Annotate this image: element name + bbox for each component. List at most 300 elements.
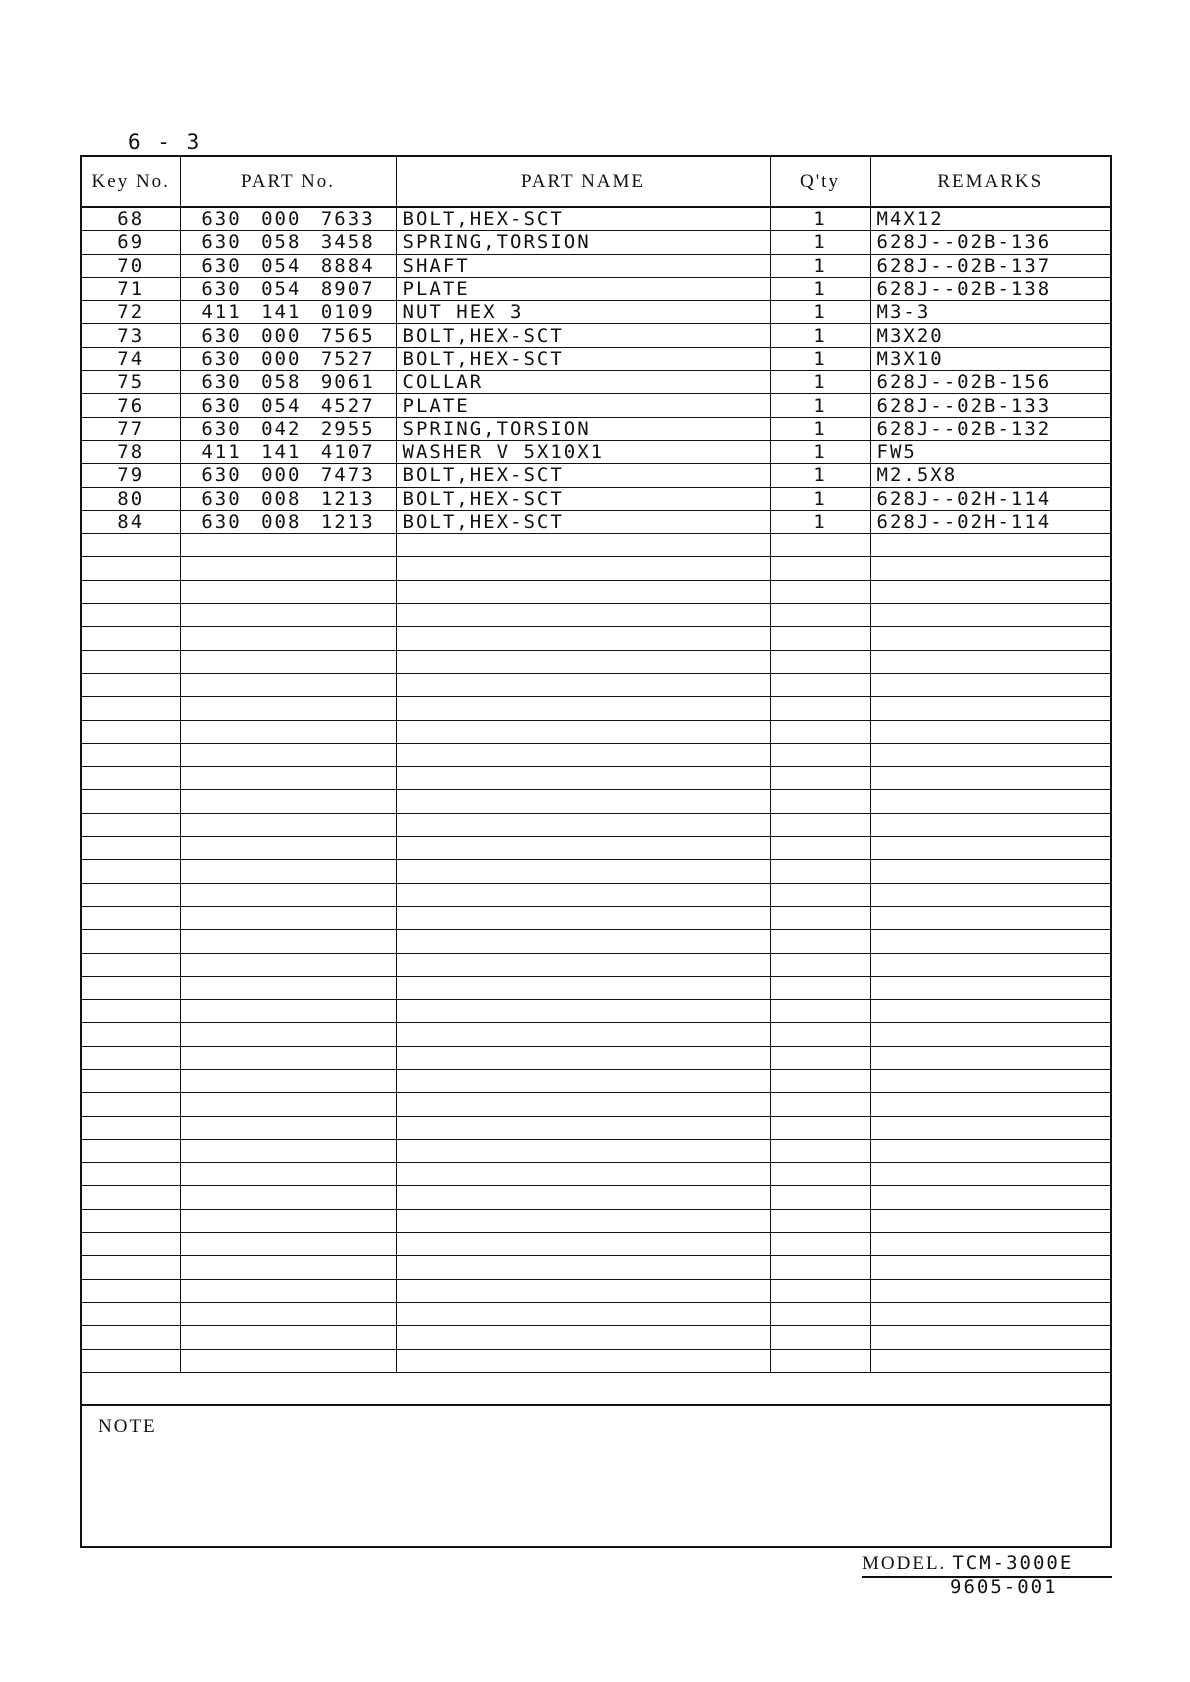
- cell-remarks: M3X20: [870, 324, 1110, 347]
- cell-part-name: [396, 1233, 770, 1256]
- blank-row: [82, 1349, 1110, 1372]
- cell-key-no: [82, 673, 180, 696]
- cell-remarks: [870, 743, 1110, 766]
- cell-part-no: [180, 1139, 396, 1162]
- cell-part-no: [180, 1046, 396, 1069]
- cell-part-no: [180, 743, 396, 766]
- cell-remarks: [870, 837, 1110, 860]
- cell-part-name: [396, 860, 770, 883]
- cell-part-no: 411 141 0109: [180, 301, 396, 324]
- blank-row: [82, 837, 1110, 860]
- cell-part-name: PLATE: [396, 277, 770, 300]
- blank-row: [82, 627, 1110, 650]
- cell-remarks: [870, 1302, 1110, 1325]
- cell-part-no: [180, 1349, 396, 1372]
- cell-qty: 1: [770, 301, 870, 324]
- cell-part-no: [180, 673, 396, 696]
- cell-part-name: BOLT,HEX-SCT: [396, 207, 770, 231]
- cell-qty: 1: [770, 487, 870, 510]
- blank-row: [82, 1069, 1110, 1092]
- cell-part-name: [396, 837, 770, 860]
- blank-row: [82, 580, 1110, 603]
- cell-qty: [770, 1000, 870, 1023]
- cell-part-no: 630 000 7565: [180, 324, 396, 347]
- cell-part-name: COLLAR: [396, 371, 770, 394]
- cell-remarks: 628J--02B-156: [870, 371, 1110, 394]
- cell-qty: [770, 930, 870, 953]
- table-row: [82, 371, 1110, 394]
- blank-row: [82, 1256, 1110, 1279]
- note-box: [82, 1404, 1110, 1546]
- blank-row: [82, 604, 1110, 627]
- cell-key-no: [82, 650, 180, 673]
- cell-remarks: 628J--02B-133: [870, 394, 1110, 417]
- cell-remarks: [870, 976, 1110, 999]
- cell-part-no: 630 000 7633: [180, 207, 396, 231]
- cell-part-name: [396, 1139, 770, 1162]
- table-row: [82, 277, 1110, 300]
- blank-row: [82, 1116, 1110, 1139]
- blank-row: [82, 813, 1110, 836]
- cell-key-no: [82, 1279, 180, 1302]
- cell-part-name: [396, 1023, 770, 1046]
- cell-part-no: [180, 767, 396, 790]
- parts-table-body: [82, 207, 1110, 1372]
- cell-key-no: 69: [82, 231, 180, 254]
- cell-part-no: [180, 976, 396, 999]
- cell-part-no: [180, 580, 396, 603]
- cell-part-name: [396, 953, 770, 976]
- cell-qty: [770, 1186, 870, 1209]
- cell-remarks: [870, 1209, 1110, 1232]
- cell-key-no: 77: [82, 417, 180, 440]
- cell-key-no: [82, 906, 180, 929]
- cell-key-no: 76: [82, 394, 180, 417]
- cell-part-name: [396, 1279, 770, 1302]
- cell-part-no: [180, 1069, 396, 1092]
- cell-remarks: 628J--02B-136: [870, 231, 1110, 254]
- cell-key-no: 68: [82, 207, 180, 231]
- cell-part-no: 630 054 8884: [180, 254, 396, 277]
- cell-remarks: 628J--02B-138: [870, 277, 1110, 300]
- blank-row: [82, 650, 1110, 673]
- cell-qty: [770, 883, 870, 906]
- cell-key-no: [82, 1209, 180, 1232]
- cell-part-name: WASHER V 5X10X1: [396, 440, 770, 463]
- cell-qty: [770, 1116, 870, 1139]
- blank-row: [82, 930, 1110, 953]
- table-row: [82, 324, 1110, 347]
- table-row: [82, 464, 1110, 487]
- cell-part-no: [180, 697, 396, 720]
- cell-key-no: 84: [82, 510, 180, 533]
- cell-key-no: [82, 1000, 180, 1023]
- cell-remarks: 628J--02B-137: [870, 254, 1110, 277]
- cell-remarks: [870, 557, 1110, 580]
- cell-part-no: [180, 557, 396, 580]
- blank-row: [82, 1279, 1110, 1302]
- cell-key-no: [82, 1116, 180, 1139]
- cell-qty: [770, 580, 870, 603]
- blank-row: [82, 860, 1110, 883]
- cell-qty: [770, 604, 870, 627]
- table-row: [82, 417, 1110, 440]
- cell-key-no: [82, 1186, 180, 1209]
- cell-qty: [770, 1279, 870, 1302]
- cell-part-name: [396, 1163, 770, 1186]
- cell-qty: [770, 1069, 870, 1092]
- cell-key-no: [82, 580, 180, 603]
- cell-part-name: SPRING,TORSION: [396, 231, 770, 254]
- blank-row: [82, 673, 1110, 696]
- cell-part-name: BOLT,HEX-SCT: [396, 347, 770, 370]
- cell-part-name: [396, 650, 770, 673]
- cell-part-no: 630 058 9061: [180, 371, 396, 394]
- cell-key-no: [82, 1326, 180, 1349]
- cell-remarks: [870, 627, 1110, 650]
- cell-part-name: [396, 790, 770, 813]
- cell-remarks: [870, 1116, 1110, 1139]
- cell-part-name: [396, 976, 770, 999]
- cell-part-name: [396, 627, 770, 650]
- cell-key-no: [82, 860, 180, 883]
- header-qty: Q'ty: [770, 157, 870, 207]
- cell-qty: 1: [770, 347, 870, 370]
- cell-part-no: [180, 790, 396, 813]
- blank-row: [82, 1093, 1110, 1116]
- cell-qty: 1: [770, 324, 870, 347]
- blank-row: [82, 1233, 1110, 1256]
- cell-part-name: [396, 930, 770, 953]
- cell-qty: 1: [770, 417, 870, 440]
- cell-key-no: [82, 1046, 180, 1069]
- cell-remarks: [870, 1279, 1110, 1302]
- cell-key-no: [82, 767, 180, 790]
- cell-remarks: [870, 953, 1110, 976]
- cell-remarks: 628J--02B-132: [870, 417, 1110, 440]
- cell-remarks: [870, 1233, 1110, 1256]
- cell-qty: 1: [770, 231, 870, 254]
- cell-part-name: [396, 557, 770, 580]
- cell-key-no: [82, 790, 180, 813]
- cell-remarks: [870, 1093, 1110, 1116]
- cell-part-no: 411 141 4107: [180, 440, 396, 463]
- cell-key-no: 71: [82, 277, 180, 300]
- cell-part-name: BOLT,HEX-SCT: [396, 324, 770, 347]
- cell-part-no: [180, 860, 396, 883]
- cell-part-name: [396, 697, 770, 720]
- blank-row: [82, 767, 1110, 790]
- cell-key-no: [82, 953, 180, 976]
- cell-part-no: [180, 883, 396, 906]
- blank-row: [82, 743, 1110, 766]
- cell-qty: [770, 1139, 870, 1162]
- cell-remarks: [870, 1000, 1110, 1023]
- cell-part-name: [396, 1116, 770, 1139]
- cell-remarks: M2.5X8: [870, 464, 1110, 487]
- section-number: 6 - 3: [128, 130, 202, 154]
- cell-part-no: [180, 1279, 396, 1302]
- document-code: 9605-001: [950, 1576, 1058, 1598]
- cell-part-no: [180, 534, 396, 557]
- cell-part-name: NUT HEX 3: [396, 301, 770, 324]
- cell-part-name: [396, 906, 770, 929]
- cell-qty: [770, 1209, 870, 1232]
- cell-part-no: [180, 1326, 396, 1349]
- table-header-row: [82, 157, 1110, 207]
- cell-qty: [770, 860, 870, 883]
- cell-part-name: [396, 673, 770, 696]
- table-row: [82, 254, 1110, 277]
- cell-key-no: [82, 1023, 180, 1046]
- cell-part-name: [396, 720, 770, 743]
- cell-part-no: [180, 930, 396, 953]
- cell-qty: [770, 790, 870, 813]
- cell-remarks: [870, 1326, 1110, 1349]
- blank-row: [82, 534, 1110, 557]
- cell-qty: [770, 557, 870, 580]
- cell-qty: [770, 953, 870, 976]
- blank-row: [82, 1163, 1110, 1186]
- cell-part-name: PLATE: [396, 394, 770, 417]
- cell-part-no: [180, 1093, 396, 1116]
- cell-part-name: [396, 1302, 770, 1325]
- cell-part-no: 630 042 2955: [180, 417, 396, 440]
- blank-row: [82, 1023, 1110, 1046]
- blank-row: [82, 953, 1110, 976]
- cell-part-name: SPRING,TORSION: [396, 417, 770, 440]
- cell-key-no: [82, 743, 180, 766]
- cell-part-no: [180, 720, 396, 743]
- cell-key-no: [82, 976, 180, 999]
- cell-remarks: [870, 534, 1110, 557]
- cell-key-no: [82, 1349, 180, 1372]
- cell-key-no: 75: [82, 371, 180, 394]
- cell-key-no: 78: [82, 440, 180, 463]
- cell-part-no: [180, 953, 396, 976]
- cell-key-no: 73: [82, 324, 180, 347]
- cell-key-no: [82, 813, 180, 836]
- cell-part-no: [180, 1116, 396, 1139]
- blank-row: [82, 976, 1110, 999]
- cell-part-name: [396, 1093, 770, 1116]
- blank-row: [82, 906, 1110, 929]
- cell-qty: [770, 813, 870, 836]
- cell-part-no: 630 008 1213: [180, 487, 396, 510]
- cell-part-no: [180, 1233, 396, 1256]
- cell-part-name: [396, 1256, 770, 1279]
- cell-part-no: [180, 1256, 396, 1279]
- cell-key-no: [82, 720, 180, 743]
- blank-row: [82, 790, 1110, 813]
- header-part-no: PART No.: [180, 157, 396, 207]
- cell-qty: 1: [770, 394, 870, 417]
- cell-key-no: [82, 837, 180, 860]
- cell-remarks: [870, 604, 1110, 627]
- table-row: [82, 394, 1110, 417]
- cell-key-no: [82, 627, 180, 650]
- cell-key-no: 70: [82, 254, 180, 277]
- table-row: [82, 510, 1110, 533]
- cell-qty: [770, 1163, 870, 1186]
- cell-qty: [770, 1302, 870, 1325]
- cell-remarks: [870, 860, 1110, 883]
- cell-qty: [770, 1023, 870, 1046]
- cell-part-name: BOLT,HEX-SCT: [396, 487, 770, 510]
- cell-remarks: [870, 1139, 1110, 1162]
- cell-part-name: [396, 1349, 770, 1372]
- cell-part-no: 630 054 8907: [180, 277, 396, 300]
- cell-qty: [770, 720, 870, 743]
- model-line: [862, 1548, 1112, 1578]
- cell-qty: [770, 1233, 870, 1256]
- cell-key-no: [82, 883, 180, 906]
- cell-key-no: [82, 557, 180, 580]
- cell-remarks: [870, 697, 1110, 720]
- cell-key-no: 80: [82, 487, 180, 510]
- cell-part-name: [396, 1186, 770, 1209]
- cell-qty: [770, 906, 870, 929]
- cell-remarks: [870, 906, 1110, 929]
- cell-part-no: 630 008 1213: [180, 510, 396, 533]
- cell-key-no: [82, 604, 180, 627]
- blank-row: [82, 720, 1110, 743]
- cell-key-no: [82, 534, 180, 557]
- cell-part-name: BOLT,HEX-SCT: [396, 510, 770, 533]
- cell-key-no: [82, 1163, 180, 1186]
- cell-remarks: [870, 930, 1110, 953]
- parts-table: [82, 157, 1110, 1373]
- cell-qty: [770, 650, 870, 673]
- cell-remarks: FW5: [870, 440, 1110, 463]
- cell-remarks: [870, 1069, 1110, 1092]
- blank-row: [82, 1302, 1110, 1325]
- cell-qty: [770, 1046, 870, 1069]
- cell-part-no: [180, 906, 396, 929]
- cell-qty: [770, 534, 870, 557]
- cell-qty: [770, 697, 870, 720]
- cell-part-name: [396, 767, 770, 790]
- cell-key-no: [82, 1256, 180, 1279]
- cell-part-no: [180, 1302, 396, 1325]
- cell-key-no: [82, 1233, 180, 1256]
- cell-remarks: [870, 1163, 1110, 1186]
- parts-list-sheet: [80, 155, 1112, 1548]
- cell-part-no: [180, 813, 396, 836]
- cell-qty: [770, 767, 870, 790]
- cell-remarks: M3X10: [870, 347, 1110, 370]
- cell-part-name: [396, 743, 770, 766]
- blank-row: [82, 1186, 1110, 1209]
- cell-key-no: 79: [82, 464, 180, 487]
- cell-part-no: 630 054 4527: [180, 394, 396, 417]
- cell-remarks: [870, 673, 1110, 696]
- cell-remarks: [870, 580, 1110, 603]
- cell-part-name: [396, 604, 770, 627]
- cell-qty: [770, 1256, 870, 1279]
- cell-part-name: SHAFT: [396, 254, 770, 277]
- table-row: [82, 231, 1110, 254]
- cell-part-name: BOLT,HEX-SCT: [396, 464, 770, 487]
- cell-part-no: [180, 1023, 396, 1046]
- table-row: [82, 487, 1110, 510]
- cell-qty: 1: [770, 464, 870, 487]
- cell-qty: 1: [770, 254, 870, 277]
- cell-qty: 1: [770, 277, 870, 300]
- cell-key-no: [82, 1093, 180, 1116]
- cell-qty: [770, 627, 870, 650]
- cell-part-no: [180, 1186, 396, 1209]
- cell-part-name: [396, 580, 770, 603]
- blank-row: [82, 1139, 1110, 1162]
- model-value: TCM-3000E: [952, 1552, 1074, 1574]
- blank-row: [82, 697, 1110, 720]
- cell-part-name: [396, 1000, 770, 1023]
- cell-remarks: [870, 720, 1110, 743]
- cell-remarks: [870, 883, 1110, 906]
- cell-key-no: [82, 697, 180, 720]
- cell-remarks: M4X12: [870, 207, 1110, 231]
- cell-qty: [770, 1349, 870, 1372]
- cell-key-no: [82, 930, 180, 953]
- cell-qty: [770, 743, 870, 766]
- header-key-no: Key No.: [82, 157, 180, 207]
- blank-row: [82, 1326, 1110, 1349]
- cell-remarks: [870, 650, 1110, 673]
- cell-qty: [770, 976, 870, 999]
- cell-key-no: [82, 1139, 180, 1162]
- blank-row: [82, 1046, 1110, 1069]
- cell-qty: [770, 673, 870, 696]
- table-row: [82, 440, 1110, 463]
- cell-part-name: [396, 1326, 770, 1349]
- cell-remarks: M3-3: [870, 301, 1110, 324]
- cell-part-name: [396, 883, 770, 906]
- cell-part-no: 630 000 7527: [180, 347, 396, 370]
- blank-row: [82, 557, 1110, 580]
- cell-key-no: 74: [82, 347, 180, 370]
- cell-qty: [770, 837, 870, 860]
- blank-row: [82, 883, 1110, 906]
- cell-part-name: [396, 813, 770, 836]
- cell-remarks: [870, 1349, 1110, 1372]
- cell-remarks: [870, 767, 1110, 790]
- model-label: MODEL.: [862, 1553, 947, 1574]
- cell-key-no: 72: [82, 301, 180, 324]
- table-row: [82, 207, 1110, 231]
- cell-part-no: [180, 1163, 396, 1186]
- cell-qty: [770, 1326, 870, 1349]
- cell-remarks: [870, 1256, 1110, 1279]
- cell-part-name: [396, 1209, 770, 1232]
- blank-row: [82, 1209, 1110, 1232]
- cell-key-no: [82, 1069, 180, 1092]
- cell-remarks: [870, 1023, 1110, 1046]
- blank-row: [82, 1000, 1110, 1023]
- cell-key-no: [82, 1302, 180, 1325]
- cell-part-no: [180, 1000, 396, 1023]
- cell-remarks: [870, 1046, 1110, 1069]
- cell-part-no: [180, 837, 396, 860]
- cell-qty: [770, 1093, 870, 1116]
- header-part-name: PART NAME: [396, 157, 770, 207]
- cell-remarks: 628J--02H-114: [870, 510, 1110, 533]
- cell-part-no: 630 058 3458: [180, 231, 396, 254]
- cell-qty: 1: [770, 510, 870, 533]
- cell-part-no: [180, 627, 396, 650]
- cell-qty: 1: [770, 440, 870, 463]
- cell-part-name: [396, 1046, 770, 1069]
